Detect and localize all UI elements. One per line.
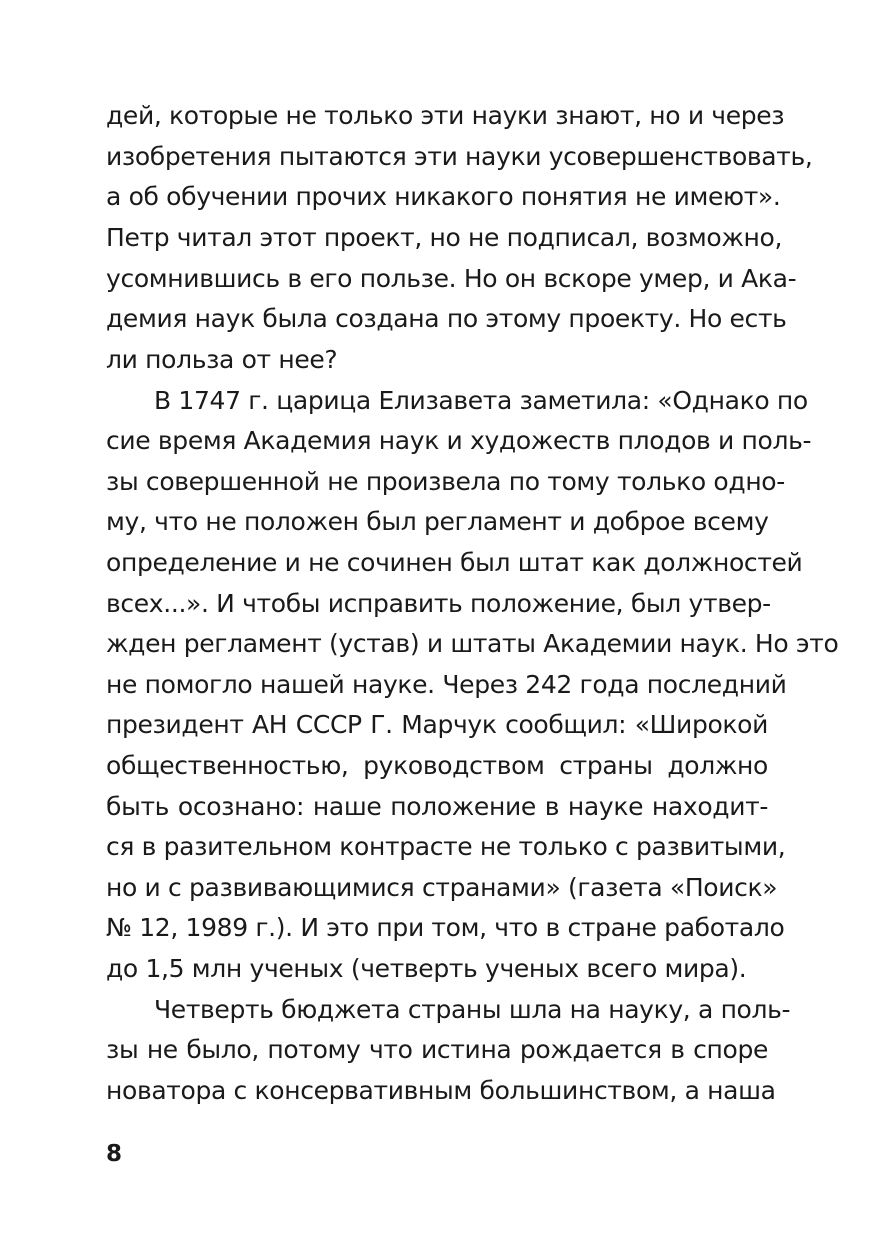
text-line: не помогло нашей науке. Через 242 года последний: [106, 670, 787, 699]
text-line: изобретения пытаются эти науки усовершенствовать,: [106, 142, 813, 171]
text-line: до 1,5 млн ученых (четверть ученых всего мира).: [106, 954, 747, 983]
text-line: ли польза от нее?: [106, 345, 338, 374]
text-line: Четверть бюджета страны шла на науку, а поль-: [154, 995, 791, 1024]
text-line: дей, которые не только эти науки знают, но и через: [106, 101, 785, 130]
text-line: усомнившись в его пользе. Но он вскоре умер, и Ака-: [106, 264, 797, 293]
text-line: зы не было, потому что истина рождается в споре: [106, 1035, 768, 1064]
text-line: определение и не сочинен был штат как должностей: [106, 548, 803, 577]
text-line: Петр читал этот проект, но не подписал, возможно,: [106, 223, 783, 252]
text-line: всех...». И чтобы исправить положение, был утвер-: [106, 589, 771, 618]
page-number: 8: [106, 1141, 123, 1167]
text-line: сие время Академия наук и художеств плодов и поль-: [106, 426, 812, 455]
text-line: жден регламент (устав) и штаты Академии наук. Но это: [106, 629, 839, 658]
text-line: му, что не положен был регламент и доброе всему: [106, 507, 769, 536]
text-line: быть осознано: наше положение в науке находит-: [106, 792, 768, 821]
text-line: демия наук была создана по этому проекту. Но есть: [106, 304, 787, 333]
text-line: а об обучении прочих никакого понятия не имеют».: [106, 182, 781, 211]
text-line: но и с развивающимися странами» (газета «Поиск»: [106, 873, 778, 902]
text-line: В 1747 г. царица Елизавета заметила: «Однако по: [154, 386, 808, 415]
text-line: президент АН СССР Г. Марчук сообщил: «Широкой: [106, 710, 768, 739]
text-line: новатора с консервативным большинством, а наша: [106, 1076, 776, 1105]
text-line: общественностью, руководством страны должно: [106, 751, 768, 780]
text-line: № 12, 1989 г.). И это при том, что в стране работало: [106, 913, 785, 942]
text-line: ся в разительном контрасте не только с развитыми,: [106, 832, 786, 861]
text-line: зы совершенной не произвела по тому только одно-: [106, 467, 785, 496]
